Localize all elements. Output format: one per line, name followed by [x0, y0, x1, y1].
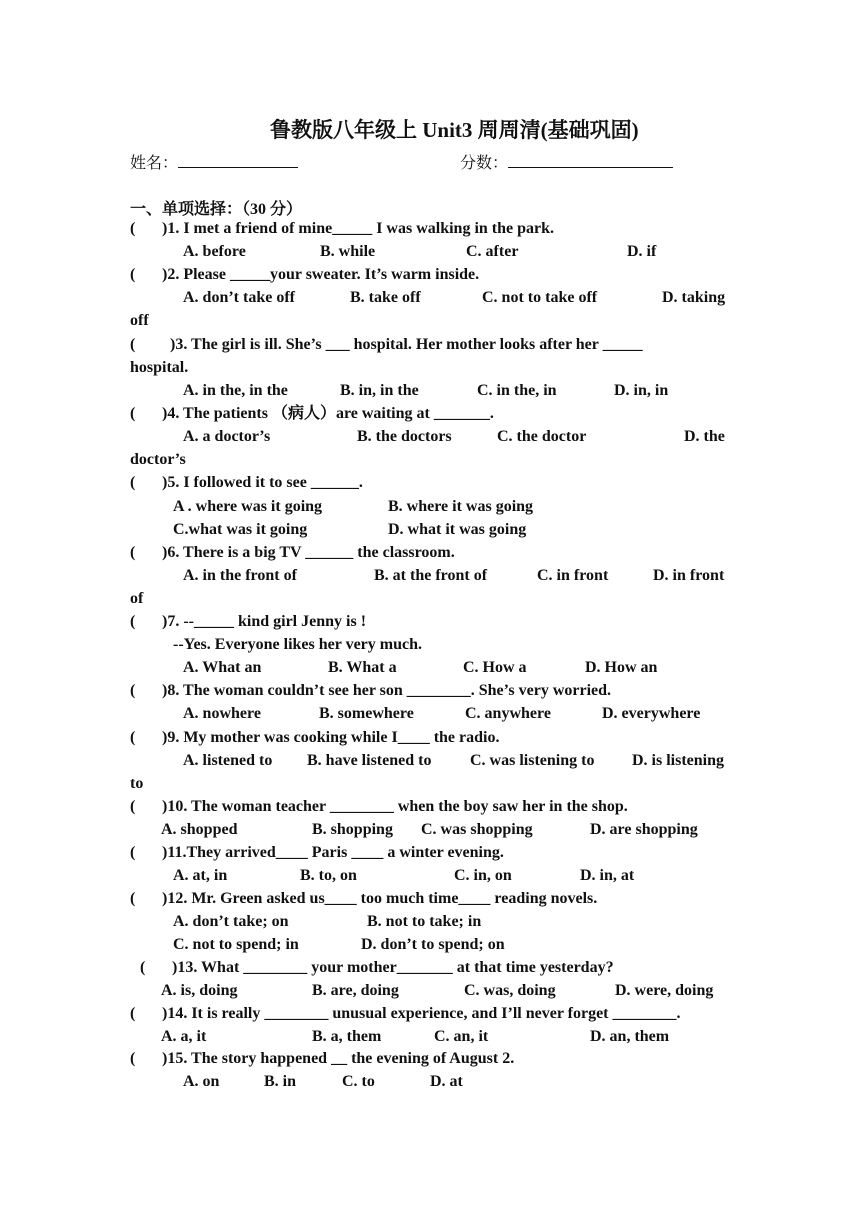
options-9: [0, 750, 860, 772]
score-field: [460, 150, 673, 173]
question-stem: )5. I followed it to see ______.: [162, 474, 363, 491]
option-c: C. not to spend; in: [173, 936, 299, 953]
option-d-continued: to: [130, 775, 144, 792]
option-c: C. anywhere: [465, 705, 551, 722]
question-stem: )1. I met a friend of mine_____ I was walking in the park.: [162, 220, 555, 237]
option-d: D. don’t to spend; on: [361, 936, 505, 953]
option-c: C. not to take off: [482, 289, 598, 306]
option-a: A. on: [183, 1073, 220, 1090]
answer-paren[interactable]: (: [130, 682, 136, 699]
question-3: [0, 334, 860, 356]
options-13: [0, 980, 860, 1002]
option-b: B. take off: [350, 289, 421, 306]
question-stem: )2. Please _____your sweater. It’s warm inside.: [162, 266, 480, 283]
question-14: [0, 1003, 860, 1025]
option-d: D. everywhere: [602, 705, 701, 722]
option-a: A. before: [183, 243, 246, 260]
option-c: C. in, on: [454, 867, 512, 884]
option-b: B. shopping: [312, 821, 393, 838]
question-8: [0, 680, 860, 702]
option-d-continued: doctor’s: [130, 451, 186, 468]
question-stem: )9. My mother was cooking while I____ the radio.: [162, 729, 500, 746]
answer-paren[interactable]: (: [130, 266, 136, 283]
option-b: B. at the front of: [374, 567, 488, 584]
option-a: A. listened to: [183, 752, 273, 769]
options-12-row1: [0, 911, 860, 933]
option-a: A. don’t take; on: [173, 913, 289, 930]
options-5-row2: [0, 519, 860, 541]
option-c: C. was listening to: [470, 752, 595, 769]
answer-paren[interactable]: (: [130, 1050, 136, 1067]
question-stem: )3. The girl is ill. She’s ___ hospital. Her mother looks after her _____: [170, 336, 643, 353]
question-11: [0, 842, 860, 864]
score-blank[interactable]: [508, 153, 673, 168]
question-13: [0, 957, 860, 979]
option-a: A. at, in: [173, 867, 228, 884]
option-d: D. in front: [653, 567, 725, 584]
option-c: C. in the, in: [477, 382, 557, 399]
name-field: [130, 150, 298, 173]
question-stem: )4. The patients （病人）are waiting at _______.: [162, 405, 494, 422]
option-b: B. are, doing: [312, 982, 399, 999]
option-a: A. a doctor’s: [183, 428, 271, 445]
options-8: [0, 703, 860, 725]
question-2: [0, 264, 860, 286]
options-2-wrap: [0, 310, 860, 332]
options-5-row1: [0, 496, 860, 518]
answer-paren[interactable]: (: [130, 405, 136, 422]
question-6: [0, 542, 860, 564]
option-d: D. what it was going: [388, 521, 527, 538]
answer-paren[interactable]: (: [130, 844, 136, 861]
page-title: 鲁教版八年级上 Unit3 周周清(基础巩固): [270, 118, 639, 142]
option-a: A. nowhere: [183, 705, 261, 722]
options-11: [0, 865, 860, 887]
answer-paren[interactable]: (: [130, 544, 136, 561]
option-d: D. is listening: [632, 752, 725, 769]
option-d-continued: of: [130, 590, 144, 607]
question-stem: )13. What ________ your mother_______ at that time yesterday?: [172, 959, 614, 976]
option-b: B. while: [320, 243, 376, 260]
question-stem: )15. The story happened __ the evening of August 2.: [162, 1050, 515, 1067]
score-label: 分数：: [460, 155, 509, 172]
question-stem-continued: hospital.: [130, 359, 189, 376]
option-c: C. to: [342, 1073, 375, 1090]
options-6: [0, 565, 860, 587]
option-b: B. a, them: [312, 1028, 382, 1045]
question-7-reply: [0, 634, 860, 656]
option-b: B. in, in the: [340, 382, 419, 399]
options-3: [0, 380, 860, 402]
option-c: C.what was it going: [173, 521, 308, 538]
question-4: [0, 403, 860, 425]
option-d: D. in, at: [580, 867, 635, 884]
question-7: [0, 611, 860, 633]
option-d: D. were, doing: [615, 982, 714, 999]
option-d: D. at: [430, 1073, 463, 1090]
option-c: C. was, doing: [464, 982, 556, 999]
option-b: B. the doctors: [357, 428, 452, 445]
options-2: [0, 287, 860, 309]
name-label: 姓名：: [130, 155, 179, 172]
options-14: [0, 1026, 860, 1048]
answer-paren[interactable]: (: [130, 336, 136, 353]
option-d-continued: off: [130, 312, 149, 329]
option-a: A. shopped: [161, 821, 238, 838]
answer-paren[interactable]: (: [130, 890, 136, 907]
option-d: D. if: [627, 243, 657, 260]
question-12: [0, 888, 860, 910]
option-a: A. is, doing: [161, 982, 238, 999]
option-a: A . where was it going: [173, 498, 323, 515]
options-6-wrap: [0, 588, 860, 610]
option-a: A. in the front of: [183, 567, 297, 584]
question-stem: )14. It is really ________ unusual experience, and I’ll never forget ________.: [162, 1005, 681, 1022]
name-blank[interactable]: [178, 153, 298, 168]
option-b: B. where it was going: [388, 498, 534, 515]
question-stem: )12. Mr. Green asked us____ too much time____ reading novels.: [162, 890, 598, 907]
question-3-wrap: [0, 357, 860, 379]
answer-paren[interactable]: (: [130, 729, 136, 746]
question-stem: )11.They arrived____ Paris ____ a winter evening.: [162, 844, 504, 861]
options-9-wrap: [0, 773, 860, 795]
options-15: [0, 1071, 860, 1093]
question-stem: )6. There is a big TV ______ the classroom.: [162, 544, 455, 561]
option-d: D. the: [684, 428, 725, 445]
option-d: D. in, in: [614, 382, 669, 399]
options-4: [0, 426, 860, 448]
option-c: C. How a: [463, 659, 527, 676]
option-b: B. What a: [328, 659, 397, 676]
section-title: 一、单项选择：（30 分）: [130, 201, 303, 218]
option-c: C. in front: [537, 567, 609, 584]
option-b: B. not to take; in: [367, 913, 482, 930]
question-stem-continued: --Yes. Everyone likes her very much.: [173, 636, 422, 653]
question-stem: )8. The woman couldn’t see her son ________. She’s very worried.: [162, 682, 612, 699]
option-b: B. in: [264, 1073, 297, 1090]
options-10: [0, 819, 860, 841]
options-7: [0, 657, 860, 679]
question-stem: )7. --_____ kind girl Jenny is !: [162, 613, 367, 630]
question-stem: )10. The woman teacher ________ when the boy saw her in the shop.: [162, 798, 628, 815]
option-d: D. How an: [585, 659, 658, 676]
question-1: [0, 218, 860, 240]
answer-paren[interactable]: (: [130, 474, 136, 491]
option-a: A. What an: [183, 659, 262, 676]
option-d: D. are shopping: [590, 821, 698, 838]
question-10: [0, 796, 860, 818]
option-b: B. to, on: [300, 867, 357, 884]
question-15: [0, 1048, 860, 1070]
answer-paren[interactable]: (: [140, 959, 146, 976]
option-b: B. have listened to: [307, 752, 432, 769]
option-b: B. somewhere: [319, 705, 414, 722]
answer-paren[interactable]: (: [130, 220, 136, 237]
answer-paren[interactable]: (: [130, 613, 136, 630]
option-c: C. an, it: [434, 1028, 489, 1045]
option-a: A. a, it: [161, 1028, 207, 1045]
option-a: A. in the, in the: [183, 382, 288, 399]
option-c: C. after: [466, 243, 519, 260]
option-c: C. the doctor: [497, 428, 587, 445]
option-d: D. an, them: [590, 1028, 670, 1045]
option-d: D. taking: [662, 289, 726, 306]
answer-paren[interactable]: (: [130, 1005, 136, 1022]
option-a: A. don’t take off: [183, 289, 295, 306]
options-4-wrap: [0, 449, 860, 471]
question-9: [0, 727, 860, 749]
options-12-row2: [0, 934, 860, 956]
answer-paren[interactable]: (: [130, 798, 136, 815]
question-5: [0, 472, 860, 494]
option-c: C. was shopping: [421, 821, 533, 838]
options-1: [0, 241, 860, 263]
